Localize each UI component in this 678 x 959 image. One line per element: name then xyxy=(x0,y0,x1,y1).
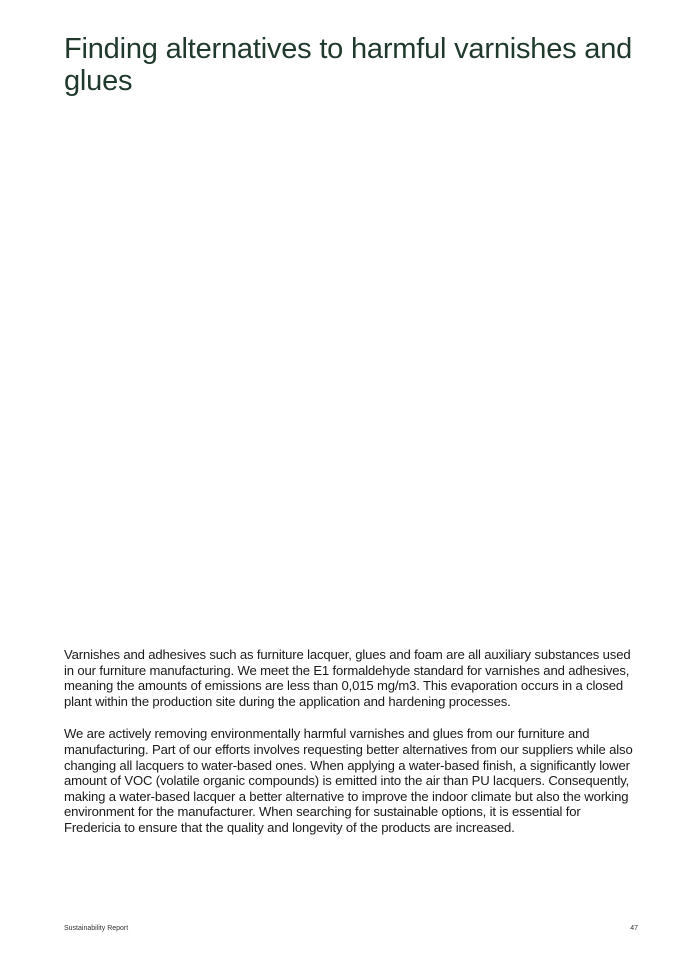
footer-report-name: Sustainability Report xyxy=(64,925,129,932)
body-text xyxy=(64,647,634,853)
page-title: Finding alternatives to harmful varnishes and glues xyxy=(64,33,633,97)
footer-page-number: 47 xyxy=(630,925,638,932)
paragraph-varnishes-adhesives: Varnishes and adhesives such as furniture lacquer, glues and foam are all auxiliary substances used in our furniture manufacturing. We meet the E1 formaldehyde standard for varnishes and adhesives, meaning the amounts of emissions are less than 0,015 mg/m3. This evaporation occurs in a closed plant within the production site during the application and hardening processes. xyxy=(64,647,631,709)
paragraph-removing-harmful: We are actively removing environmentally harmful varnishes and glues from our furniture and manufacturing. Part of our efforts involves requesting better alternatives from our suppliers while also changing all lacquers to water-based ones. When applying a water-based finish, a significantly lower amount of VOC (volatile organic compounds) is emitted into the air than PU lacquers. Consequently, making a water-based lacquer a better alternative to improve the indoor climate but also the working environment for the manufacturer. When searching for sustainable options, it is essential for Fredericia to ensure that the quality and longevity of the products are increased. xyxy=(64,726,633,835)
